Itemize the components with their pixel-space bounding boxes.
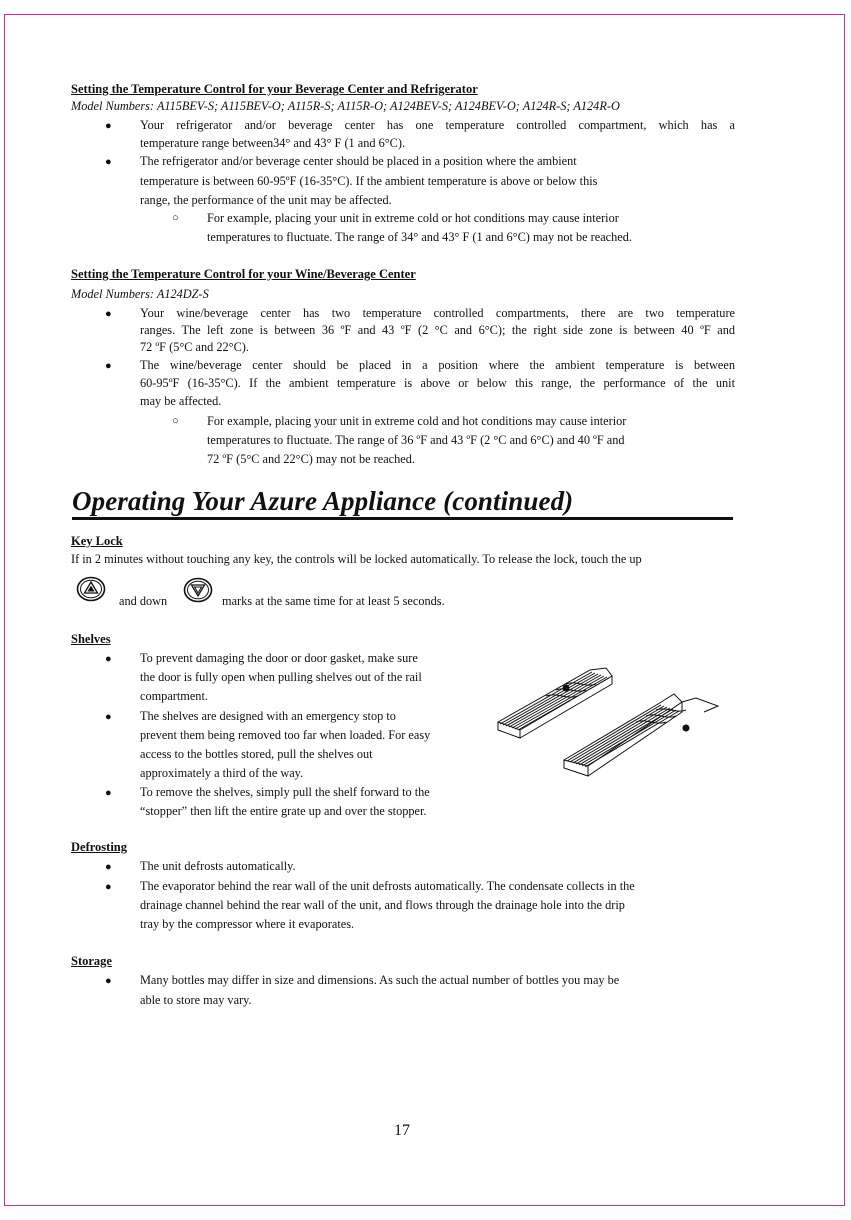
paragraph-line: “stopper” then lift the entire grate up and over the stopper.: [140, 804, 427, 818]
paragraph-line: The wine/beverage center should be placed in a position where the ambient temperature is between: [140, 358, 735, 372]
bullet-icon: ●: [105, 308, 112, 320]
paragraph-line: temperature range between34° and 43° F (1 and 6°C).: [140, 136, 406, 150]
bullet-icon: ●: [105, 787, 112, 799]
page-number: 17: [394, 1122, 410, 1139]
bullet-icon: ●: [105, 156, 112, 168]
paragraph-line: marks at the same time for at least 5 seconds.: [222, 594, 445, 608]
bullet-icon: ●: [105, 881, 112, 893]
paragraph-line: prevent them being removed too far when loaded. For easy: [140, 728, 431, 742]
paragraph-line: approximately a third of the way.: [140, 766, 304, 780]
sub-bullet-icon: ○: [172, 212, 179, 224]
paragraph-line: The unit defrosts automatically.: [140, 859, 296, 873]
paragraph-line: tray by the compressor where it evaporates.: [140, 917, 355, 931]
paragraph-line: and down: [119, 594, 168, 608]
paragraph-line: The refrigerator and/or beverage center should be placed in a position where the ambient: [140, 154, 577, 168]
paragraph-line: Your refrigerator and/or beverage center has one temperature controlled compartment, which has a: [140, 118, 735, 132]
paragraph-line: access to the bottles stored, pull the shelves out: [140, 747, 373, 761]
paragraph-line: temperature is between 60-95ºF (16-35°C). If the ambient temperature is above or below this: [140, 174, 598, 188]
model-numbers-wine: Model Numbers: A124DZ-S: [71, 287, 209, 301]
paragraph-line: To remove the shelves, simply pull the shelf forward to the: [140, 785, 430, 799]
model-numbers-refrigerator: Model Numbers: A115BEV-S; A115BEV-O; A115R-S; A115R-O; A124BEV-S; A124BEV-O; A124R-S; A124R-O: [71, 99, 620, 113]
section-heading-defrosting: Defrosting: [71, 840, 128, 854]
up-arrow-button-icon: [76, 576, 106, 602]
title-rule: [72, 517, 733, 520]
paragraph-line: For example, placing your unit in extreme cold or hot conditions may cause interior: [207, 211, 619, 225]
paragraph-line: 60-95ºF (16-35°C). If the ambient temperature is above or below this range, the performance of the unit: [140, 376, 735, 390]
page-title: Operating Your Azure Appliance (continued): [72, 486, 574, 516]
paragraph-line: Your wine/beverage center has two temperature controlled compartments, there are two temperature: [140, 306, 735, 320]
paragraph-line: If in 2 minutes without touching any key, the controls will be locked automatically. To release the lock, touch the up: [71, 552, 642, 566]
section-heading-refrigerator: Setting the Temperature Control for your Beverage Center and Refrigerator: [71, 82, 478, 96]
paragraph-line: Many bottles may differ in size and dimensions. As such the actual number of bottles you may be: [140, 973, 620, 987]
paragraph-line: able to store may vary.: [140, 993, 252, 1007]
paragraph-line: ranges. The left zone is between 36 ºF and 43 ºF (2 °C and 6°C); the right side zone is between 40 ºF and: [140, 323, 735, 337]
paragraph-line: may be affected.: [140, 394, 222, 408]
bullet-icon: ●: [105, 653, 112, 665]
sub-bullet-icon: ○: [172, 415, 179, 427]
page-border: [4, 14, 845, 1206]
paragraph-line: The shelves are designed with an emergency stop to: [140, 709, 396, 723]
wine-shelf-illustration: [496, 666, 726, 796]
section-heading-shelves: Shelves: [71, 632, 111, 646]
bullet-icon: ●: [105, 120, 112, 132]
paragraph-line: drainage channel behind the rear wall of the unit, and flows through the drainage hole into the drip: [140, 898, 625, 912]
paragraph-line: temperatures to fluctuate. The range of 36 ºF and 43 ºF (2 °C and 6°C) and 40 ºF and: [207, 433, 625, 447]
bullet-icon: ●: [105, 975, 112, 987]
paragraph-line: the door is fully open when pulling shelves out of the rail: [140, 670, 422, 684]
paragraph-line: For example, placing your unit in extreme cold and hot conditions may cause interior: [207, 414, 627, 428]
paragraph-line: 72 ºF (5°C and 22°C).: [140, 340, 249, 354]
paragraph-line: The evaporator behind the rear wall of the unit defrosts automatically. The condensate collects in the: [140, 879, 635, 893]
section-heading-key-lock: Key Lock: [71, 534, 123, 548]
paragraph-line: To prevent damaging the door or door gasket, make sure: [140, 651, 418, 665]
paragraph-line: range, the performance of the unit may be affected.: [140, 193, 392, 207]
down-arrow-button-icon: [183, 577, 213, 603]
bullet-icon: ●: [105, 861, 112, 873]
paragraph-line: 72 ºF (5°C and 22°C) may not be reached.: [207, 452, 415, 466]
section-heading-storage: Storage: [71, 954, 112, 968]
section-heading-wine: Setting the Temperature Control for your Wine/Beverage Center: [71, 267, 416, 281]
bullet-icon: ●: [105, 360, 112, 372]
paragraph-line: temperatures to fluctuate. The range of 34° and 43° F (1 and 6°C) may not be reached.: [207, 230, 632, 244]
paragraph-line: compartment.: [140, 689, 208, 703]
bullet-icon: ●: [105, 711, 112, 723]
